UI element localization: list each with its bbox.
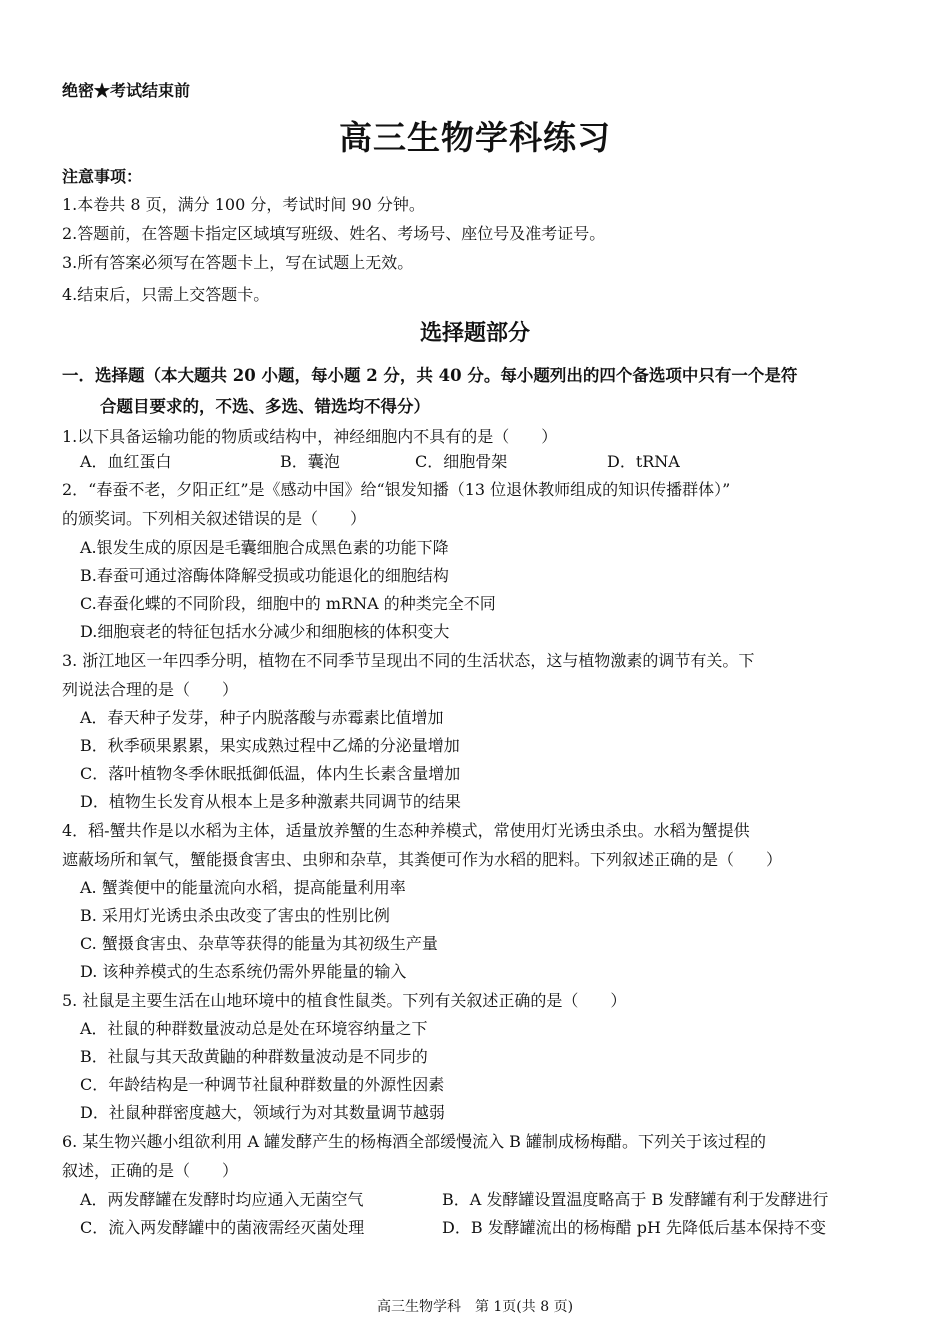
question-6-option-a: A．两发酵罐在发酵时均应通入无菌空气 xyxy=(80,1190,364,1209)
question-3-option-b: B．秋季硕果累累，果实成熟过程中乙烯的分泌量增加 xyxy=(80,736,460,755)
page-title: 高三生物学科练习 xyxy=(339,118,611,157)
question-3-option-d: D．植物生长发育从根本上是多种激素共同调节的结果 xyxy=(80,792,461,811)
question-2-stem: 2．“春蚕不老，夕阳正红”是《感动中国》给“银发知播（13 位退休教师组成的知识传播群体）” xyxy=(62,480,731,499)
question-4-option-c: C. 蟹摄食害虫、杂草等获得的能量为其初级生产量 xyxy=(80,934,438,953)
question-6-option-b: B．A 发酵罐设置温度略高于 B 发酵罐有利于发酵进行 xyxy=(442,1190,829,1209)
question-3-stem: 3. 浙江地区一年四季分明，植物在不同季节呈现出不同的生活状态，这与植物激素的调节有关。下 xyxy=(62,651,755,670)
question-5-option-d: D．社鼠种群密度越大，领域行为对其数量调节越弱 xyxy=(80,1103,445,1122)
question-5-option-a: A．社鼠的种群数量波动总是处在环境容纳量之下 xyxy=(80,1019,428,1038)
notice-item: 2.答题前，在答题卡指定区域填写班级、姓名、考场号、座位号及准考证号。 xyxy=(62,224,606,243)
notice-title: 注意事项： xyxy=(62,167,143,186)
question-5-option-b: B．社鼠与其天敌黄鼬的种群数量波动是不同步的 xyxy=(80,1047,428,1066)
question-6-stem: 6. 某生物兴趣小组欲利用 A 罐发酵产生的杨梅酒全部缓慢流入 B 罐制成杨梅醋。下列关于该过程的 xyxy=(62,1132,767,1151)
question-3-option-c: C．落叶植物冬季休眠抵御低温，体内生长素含量增加 xyxy=(80,764,461,783)
question-1-option-d: D．tRNA xyxy=(607,452,680,471)
section-title: 选择题部分 xyxy=(419,320,530,346)
question-4-option-b: B. 采用灯光诱虫杀虫改变了害虫的性别比例 xyxy=(80,906,390,925)
question-4-option-a: A. 蟹粪便中的能量流向水稻，提高能量利用率 xyxy=(80,878,406,897)
question-5-option-c: C．年龄结构是一种调节社鼠种群数量的外源性因素 xyxy=(80,1075,445,1094)
question-4-stem: 4．稻-蟹共作是以水稻为主体，适量放养蟹的生态种养模式，常使用灯光诱虫杀虫。水稻为蟹提供 xyxy=(62,821,750,840)
question-1-option-b: B．囊泡 xyxy=(280,452,340,471)
question-6-option-c: C．流入两发酵罐中的菌液需经灭菌处理 xyxy=(80,1218,365,1237)
question-2-option-a: A.银发生成的原因是毛囊细胞合成黑色素的功能下降 xyxy=(80,538,449,557)
question-4-option-d: D. 该种养模式的生态系统仍需外界能量的输入 xyxy=(80,962,407,981)
question-1-option-a: A．血红蛋白 xyxy=(80,452,172,471)
notice-item: 1.本卷共 8 页，满分 100 分，考试时间 90 分钟。 xyxy=(62,195,425,214)
notice-item: 3.所有答案必须写在答题卡上，写在试题上无效。 xyxy=(62,253,414,272)
question-4-stem-cont: 遮蔽场所和氧气，蟹能摄食害虫、虫卵和杂草，其粪便可作为水稻的肥料。下列叙述正确的是（ ） xyxy=(62,850,783,869)
question-2-option-b: B.春蚕可通过溶酶体降解受损或功能退化的细胞结构 xyxy=(80,566,449,585)
question-6-option-d: D．B 发酵罐流出的杨梅醋 pH 先降低后基本保持不变 xyxy=(442,1218,827,1237)
question-5-stem: 5. 社鼠是主要生活在山地环境中的植食性鼠类。下列有关叙述正确的是（ ） xyxy=(62,991,627,1010)
confidential-label: 绝密★考试结束前 xyxy=(62,81,191,100)
question-2-stem-cont: 的颁奖词。下列相关叙述错误的是（ ） xyxy=(62,509,367,528)
question-2-option-d: D.细胞衰老的特征包括水分减少和细胞核的体积变大 xyxy=(80,622,450,641)
question-3-stem-cont: 列说法合理的是（ ） xyxy=(62,680,239,699)
question-1-option-c: C．细胞骨架 xyxy=(415,452,508,471)
question-2-option-c: C.春蚕化蝶的不同阶段，细胞中的 mRNA 的种类完全不同 xyxy=(80,594,496,613)
notice-item: 4.结束后，只需上交答题卡。 xyxy=(62,285,270,304)
page-footer: 高三生物学科 第 1页(共 8 页) xyxy=(376,1299,574,1315)
part-instructions: 一．选择题（本大题共 20 小题，每小题 2 分，共 40 分。每小题列出的四个备选项中只有一个是符 xyxy=(62,366,798,385)
question-1-stem: 1.以下具备运输功能的物质或结构中，神经细胞内不具有的是（ ） xyxy=(62,427,558,446)
question-3-option-a: A．春天种子发芽，种子内脱落酸与赤霉素比值增加 xyxy=(80,708,444,727)
question-6-stem-cont: 叙述，正确的是（ ） xyxy=(62,1161,239,1180)
part-instructions-cont: 合题目要求的，不选、多选、错选均不得分） xyxy=(100,397,430,416)
